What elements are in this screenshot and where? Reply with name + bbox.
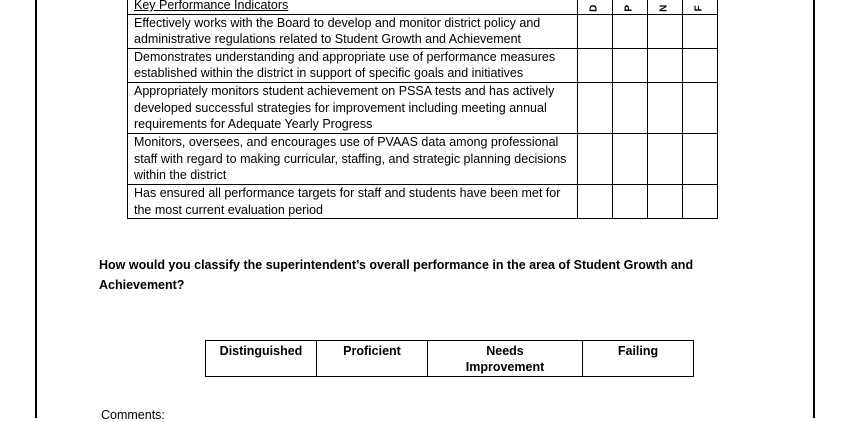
rating-cell[interactable]	[683, 14, 718, 48]
rating-option-proficient[interactable]: Proficient	[317, 341, 428, 377]
rating-cell[interactable]	[578, 82, 613, 133]
rating-cell[interactable]	[578, 48, 613, 82]
rating-cell[interactable]	[613, 14, 648, 48]
kpi-text: Has ensured all performance targets for staff and students have been met for the most current evaluation period	[128, 184, 578, 218]
overall-rating-table	[205, 340, 694, 377]
kpi-text: Appropriately monitors student achievement on PSSA tests and has actively developed successful strategies for improvement including meeting annual requirements for Adequate Yearly Progress	[128, 82, 578, 133]
overall-performance-question: How would you classify the superintendent’s overall performance in the area of Student Growth and Achievement?	[99, 258, 694, 292]
rating-header-label: P	[623, 4, 635, 12]
page-left-border	[35, 0, 37, 418]
rating-header-failing	[683, 0, 718, 14]
rating-cell[interactable]	[683, 82, 718, 133]
rating-header-label: F	[693, 5, 705, 12]
rating-cell[interactable]	[613, 48, 648, 82]
kpi-table	[127, 0, 718, 219]
rating-header-label: D	[588, 4, 600, 12]
comments-label: Comments:	[101, 408, 165, 422]
rating-option-needs-improvement[interactable]: Needs Improvement	[428, 341, 583, 377]
rating-cell[interactable]	[578, 184, 613, 218]
page-right-border	[813, 0, 815, 418]
rating-cell[interactable]	[648, 82, 683, 133]
rating-header-needs-improvement	[648, 0, 683, 14]
kpi-text: Demonstrates understanding and appropriate use of performance measures established within the district in support of specific goals and initiatives	[128, 48, 578, 82]
rating-cell[interactable]	[613, 184, 648, 218]
kpi-row	[128, 14, 718, 48]
rating-cell[interactable]	[648, 48, 683, 82]
kpi-row	[128, 184, 718, 218]
rating-cell[interactable]	[683, 133, 718, 184]
rating-cell[interactable]	[578, 133, 613, 184]
rating-cell[interactable]	[648, 184, 683, 218]
rating-cell[interactable]	[613, 82, 648, 133]
rating-cell[interactable]	[613, 133, 648, 184]
kpi-text: Effectively works with the Board to develop and monitor district policy and administrative regulations related to Student Growth and Achievement	[128, 14, 578, 48]
kpi-row	[128, 48, 718, 82]
rating-cell[interactable]	[683, 48, 718, 82]
rating-option-distinguished[interactable]: Distinguished	[206, 341, 317, 377]
kpi-row	[128, 133, 718, 184]
kpi-row	[128, 82, 718, 133]
rating-header-label: N	[658, 4, 670, 12]
rating-cell[interactable]	[578, 14, 613, 48]
rating-option-failing[interactable]: Failing	[583, 341, 694, 377]
rating-cell[interactable]	[648, 133, 683, 184]
rating-cell[interactable]	[648, 14, 683, 48]
rating-header-proficient	[613, 0, 648, 14]
kpi-text: Monitors, oversees, and encourages use of PVAAS data among professional staff with regard to making curricular, staffing, and strategic planning decisions within the district	[128, 133, 578, 184]
rating-cell[interactable]	[683, 184, 718, 218]
kpi-header-row	[128, 0, 718, 14]
rating-header-distinguished	[578, 0, 613, 14]
kpi-header: Key Performance Indicators	[128, 0, 578, 14]
